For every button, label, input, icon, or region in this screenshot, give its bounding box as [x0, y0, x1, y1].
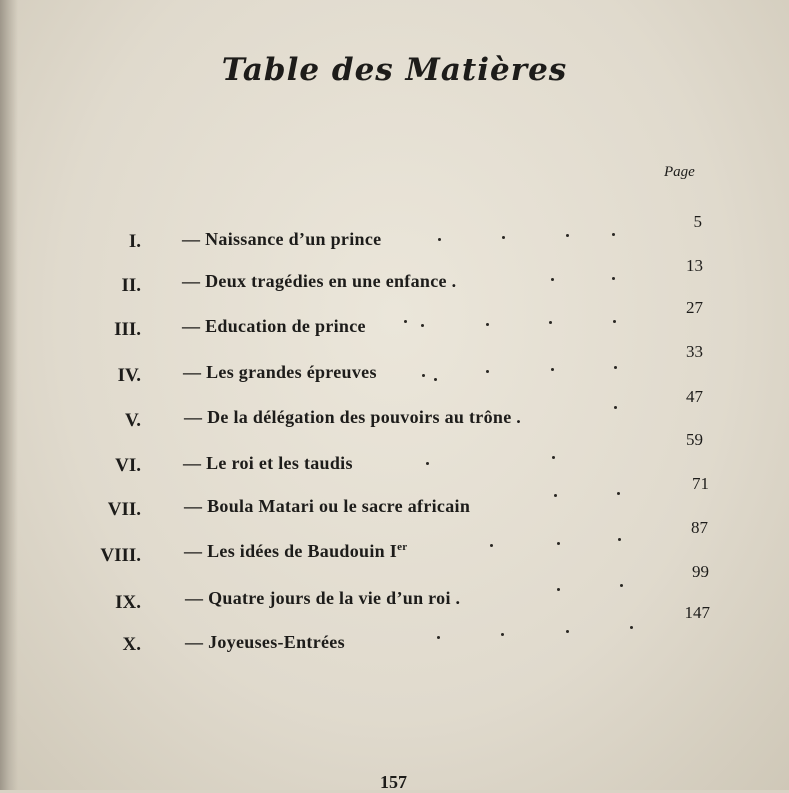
toc-entry: [0, 212, 789, 256]
chapter-page: 13: [686, 256, 703, 275]
dot-leader: [0, 544, 789, 554]
chapter-numeral: X.: [122, 634, 141, 655]
chapter-page: 87: [691, 518, 708, 537]
chapter-title-text: — Les idées de Baudouin I: [184, 541, 398, 561]
chapter-numeral: IV.: [117, 365, 141, 386]
chapter-title: — Joyeuses-Entrées: [185, 632, 345, 652]
toc-entry: [0, 342, 789, 390]
toc-entry: [0, 603, 789, 662]
toc-entry: [0, 298, 789, 344]
page-number: 157: [380, 772, 407, 792]
dot-leader: [0, 406, 789, 416]
chapter-numeral: VI.: [115, 455, 141, 476]
chapter-title: — Deux tragédies en une enfance .: [182, 271, 457, 291]
chapter-numeral: III.: [114, 319, 141, 340]
chapter-numeral: I.: [128, 231, 141, 252]
page-title: Table des Matières: [221, 52, 568, 88]
chapter-title: — Le roi et les taudis: [183, 453, 353, 473]
dot-leader: [0, 494, 789, 504]
chapter-title-superscript: er: [397, 541, 408, 553]
chapter-numeral: VIII.: [100, 545, 141, 566]
chapter-page: 71: [692, 474, 709, 493]
chapter-page: 27: [686, 298, 703, 317]
chapter-title: — Les grandes épreuves: [183, 362, 377, 382]
dot-leader: [0, 636, 789, 646]
chapter-page: 147: [684, 603, 710, 622]
dot-leader: [0, 374, 789, 384]
dot-leader: [0, 238, 789, 248]
chapter-numeral: V.: [124, 410, 141, 431]
dot-leader: [0, 324, 789, 334]
dot-leader: [0, 462, 789, 472]
chapter-numeral: IX.: [115, 592, 141, 613]
chapter-page: 47: [686, 387, 703, 406]
chapter-title: — De la délégation des pouvoirs au trône .: [184, 407, 522, 427]
chapter-numeral: II.: [121, 275, 141, 296]
chapter-page: 59: [686, 430, 703, 449]
chapter-page: 5: [693, 212, 702, 231]
chapter-title: — Education de prince: [182, 316, 366, 336]
chapter-numeral: VII.: [107, 499, 141, 520]
dot-leader: [0, 278, 789, 288]
toc-entry: [0, 256, 789, 300]
dot-leader: [0, 588, 789, 598]
page-column-header: Page: [664, 164, 695, 180]
chapter-title: — Naissance d’un prince: [182, 229, 382, 249]
chapter-title: — Quatre jours de la vie d’un roi .: [185, 588, 461, 608]
chapter-title: — Boula Matari ou le sacre africain: [184, 496, 471, 516]
chapter-page: 99: [692, 562, 709, 581]
chapter-page: 33: [686, 342, 703, 361]
